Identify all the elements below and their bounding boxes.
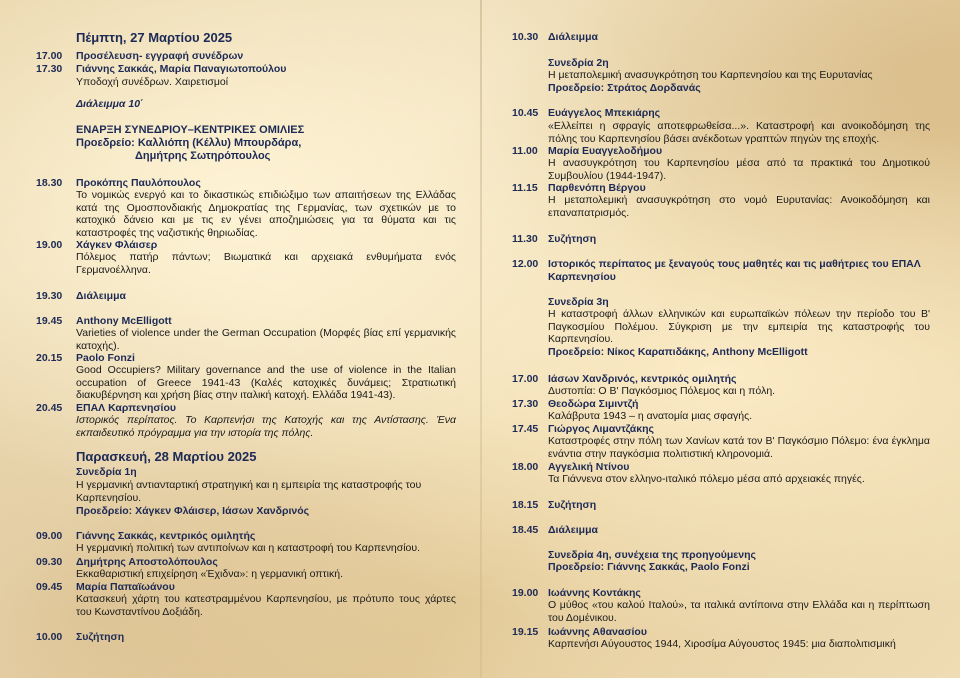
session-3-presiders: Προεδρείο: Νίκος Καραπιδάκης, Anthony McElligott: [548, 346, 808, 358]
event-title: Δημήτρης Αποστολόπουλος: [76, 556, 218, 568]
event-desc: Εκκαθαριστική επιχείρηση «Έχιδνα»: η γερμανική οπτική.: [76, 568, 344, 580]
event-desc: Τα Γιάννενα στον ελληνο-ιταλικό πόλεμο μέσα από αρχειακές πηγές.: [548, 473, 865, 485]
event-title: Μαρία Ευαγγελοδήμου: [548, 145, 663, 157]
event-title: Γιάννης Σακκάς, κεντρικός ομιλητής: [76, 530, 256, 542]
right-column: [482, 0, 960, 678]
session-4-presiders: Προεδρείο: Γιάννης Σακκάς, Paolo Fonzi: [548, 561, 750, 573]
time-1730: 17.30: [512, 398, 539, 410]
event-title: Προκόπης Παυλόπουλος: [76, 177, 201, 189]
event-title: Ιωάννης Κοντάκης: [548, 587, 641, 599]
event-title: Μαρία Παπαϊωάνου: [76, 581, 175, 593]
session-3-desc: Η καταστροφή άλλων ελληνικών και ευρωπαϊκών πόλεων την περίοδο του Β' Παγκοσμίου Πολέμου. Σύγκριση με την εμπειρία της καταστροφής του Καρπενησίου.: [548, 308, 930, 346]
session-1-title: Συνεδρία 1η: [76, 466, 137, 478]
time-1100: 11.00: [512, 145, 538, 157]
time-1945: 19.45: [36, 315, 63, 327]
time-1045: 10.45: [512, 107, 539, 119]
time-0930: 09.30: [36, 556, 63, 568]
break-10: Διάλειμμα 10΄: [76, 98, 144, 110]
event-desc: Η μεταπολεμική ανασυγκρότηση στο νομό Ευρυτανίας: Ανοικοδόμηση και επαναπατρισμός.: [548, 194, 930, 219]
time-1930: 19.30: [36, 290, 63, 302]
event-title: Θεοδώρα Σιμιντζή: [548, 398, 639, 410]
event-title: Συζήτηση: [548, 233, 597, 245]
event-title: Διάλειμμα: [548, 31, 598, 43]
time-1700: 17.00: [36, 50, 63, 62]
time-1115: 11.15: [512, 182, 538, 194]
event-title: Αγγελική Ντίνου: [548, 461, 630, 473]
time-2015: 20.15: [36, 352, 63, 364]
time-1730: 17.30: [36, 63, 63, 75]
day2-heading: Παρασκευή, 28 Μαρτίου 2025: [76, 449, 257, 464]
event-desc: Η γερμανική πολιτική των αντιποίνων και η καταστροφή του Καρπενησίου.: [76, 542, 421, 554]
session-2-title: Συνεδρία 2η: [548, 57, 609, 69]
time-0945: 09.45: [36, 581, 63, 593]
session-4-title: Συνεδρία 4η, συνέχεια της προηγούμενης: [548, 549, 756, 561]
event-desc: Good Occupiers? Military governance and the use of violence in the Italian occupation of Greece 1941-43 (Καλές κατοχικές δυνάμεις; Στρατιωτική διακυβέρνηση και χρήση βίας στην ιταλική κατοχή. Ελλάδα 1941-43).: [76, 364, 456, 402]
session-2-presiders: Προεδρείο: Στράτος Δορδανάς: [548, 82, 701, 94]
session-1-desc: Η γερμανική αντιανταρτική στρατηγική και η εμπειρία της καταστροφής του Καρπενησίου.: [76, 479, 422, 504]
event-desc: Ο μύθος «του καλού Ιταλού», τα ιταλικά αντίποινα στην Ελλάδα και η περίπτωση του Δομένικου.: [548, 599, 930, 624]
time-0900: 09.00: [36, 530, 63, 542]
event-title: Anthony McElligott: [76, 315, 172, 327]
event-title: Συζήτηση: [548, 499, 597, 511]
time-1900: 19.00: [36, 239, 63, 251]
event-desc: Η ανασυγκρότηση του Καρπενησίου μέσα από τα πρακτικά του Δημοτικού Συμβουλίου (1944-1947).: [548, 157, 930, 182]
event-desc: Ιστορικός περίπατος. Το Καρπενήσι της Κατοχής και της Αντίστασης. Ένα εκπαιδευτικό πρόγραμμα για την ιστορία της πόλης.: [76, 414, 456, 439]
time-1745: 17.45: [512, 423, 539, 435]
event-desc: Υποδοχή συνέδρων. Χαιρετισμοί: [76, 76, 229, 88]
day1-heading: Πέμπτη, 27 Μαρτίου 2025: [76, 30, 233, 45]
event-title: Προσέλευση- εγγραφή συνέδρων: [76, 50, 244, 62]
session-1-presiders: Προεδρείο: Χάγκεν Φλάισερ, Ιάσων Χανδρινός: [76, 505, 310, 517]
event-desc: Varieties of violence under the German Occupation (Μορφές βίας επί γερμανικής κατοχής).: [76, 327, 456, 352]
time-1000: 10.00: [36, 631, 63, 643]
event-desc: Καταστροφές στην πόλη των Χανίων κατά τον Β' Παγκόσμιο Πόλεμο: ένα έγκλημα ενάντια στην παγκόσμια πολιτιστική κληρονομιά.: [548, 435, 930, 460]
event-title: Διάλειμμα: [548, 524, 598, 536]
event-title: Διάλειμμα: [76, 290, 126, 302]
event-desc: Καρπενήσι Αύγουστος 1944, Χιροσίμα Αύγουστος 1945: μια διαπολιτισμική: [548, 638, 896, 650]
time-1700: 17.00: [512, 373, 539, 385]
event-title: Παρθενόπη Βέργου: [548, 182, 646, 194]
event-title: Ιστορικός περίπατος με ξεναγούς τους μαθητές και τις μαθήτριες του ΕΠΑΛ Καρπενησίου: [548, 258, 921, 283]
time-2045: 20.45: [36, 402, 63, 414]
time-1800: 18.00: [512, 461, 539, 473]
event-desc: «Ελλείπει η σφραγίς αποτεφρωθείσα...». Καταστροφή και ανοικοδόμηση της πόλης του Καρπενησίου βάσει ανέκδοτων γραπτών πηγών της εποχής.: [548, 120, 930, 145]
time-1915: 19.15: [512, 626, 539, 638]
event-desc: Πόλεμος πατήρ πάντων; Βιωματικά και αρχειακά ενθυμήματα ενός Γερμανοέλληνα.: [76, 251, 456, 276]
time-1845: 18.45: [512, 524, 539, 536]
event-title: Paolo Fonzi: [76, 352, 135, 364]
event-desc: Κατασκευή χάρτη του κατεστραμμένου Καρπενησίου, με πρότυπο τους χάρτες του Κωνσταντίνου Δοξιάδη.: [76, 593, 456, 618]
event-title: Γιώργος Λιμαντζάκης: [548, 423, 654, 435]
event-desc: Το νομικώς ενεργό και το δικαστικώς επιδιώξιμο των απαιτήσεων της Ελλάδας κατά της Ομοσπονδιακής Δημοκρατίας της Γερμανίας, των σχετικών με το κατοχικό δάνειο και με τις εν γένει αποζημιώσεις για τα θύματα και τις καταστροφές της ναζιστικής θηριωδίας.: [76, 189, 456, 239]
event-title: ΕΠΑΛ Καρπενησίου: [76, 402, 176, 414]
time-1130: 11.30: [512, 233, 538, 245]
time-1815: 18.15: [512, 499, 539, 511]
event-title: Ευάγγελος Μπεκιάρης: [548, 107, 661, 119]
time-1200: 12.00: [512, 258, 539, 270]
event-desc: Δυστοπία: Ο Β' Παγκόσμιος Πόλεμος και η πόλη.: [548, 385, 776, 397]
opening-heading: ΕΝΑΡΞΗ ΣΥΝΕΔΡΙΟΥ–ΚΕΝΤΡΙΚΕΣ ΟΜΙΛΙΕΣ: [76, 124, 305, 136]
time-1030: 10.30: [512, 31, 539, 43]
event-title: Χάγκεν Φλάισερ: [76, 239, 158, 251]
time-1830: 18.30: [36, 177, 63, 189]
session-3-title: Συνεδρία 3η: [548, 296, 609, 308]
presiders: Δημήτρης Σωτηρόπουλος: [135, 150, 271, 162]
event-title: Ιάσων Χανδρινός, κεντρικός ομιλητής: [548, 373, 737, 385]
session-2-desc: Η μεταπολεμική ανασυγκρότηση του Καρπενησίου και της Ευρυτανίας: [548, 69, 873, 81]
event-title: Συζήτηση: [76, 631, 125, 643]
event-desc: Καλάβρυτα 1943 – η ανατομία μιας σφαγής.: [548, 410, 753, 422]
event-title: Ιωάννης Αθανασίου: [548, 626, 647, 638]
event-title: Γιάννης Σακκάς, Μαρία Παναγιωτοπούλου: [76, 63, 287, 75]
presiders: Προεδρείο: Καλλιόπη (Κέλλυ) Μπουρδάρα,: [76, 137, 302, 149]
time-1900: 19.00: [512, 587, 539, 599]
